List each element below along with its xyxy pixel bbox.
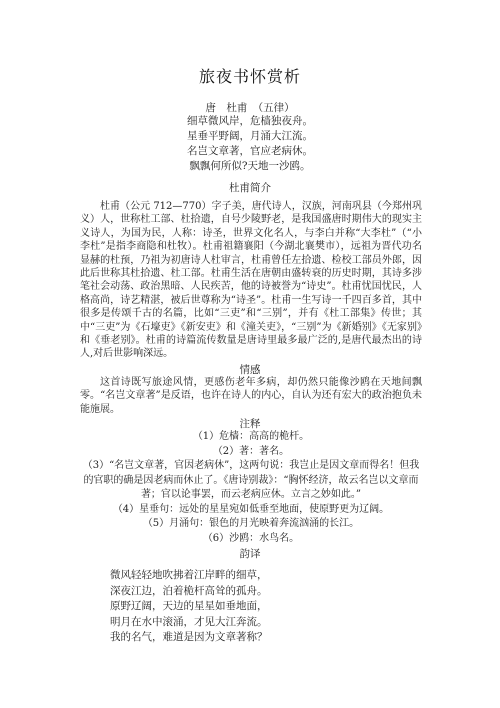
intro-paragraph: 杜甫（公元 712—770）字子美，唐代诗人，汉族，河南巩县（今郑州巩义）人，世称杜工部、杜拾遗，自号少陵野老，是我国盛唐时期伟大的现实主义诗人，为国为民，人称：诗圣，世界文化名人，与李白并称“大李杜”（“小李杜”是指李商隐和杜牧）。杜甫祖籍襄阳（今湖北襄樊市），远祖为晋代功名显赫的杜预，乃祖为初唐诗人杜审言，杜甫曾任左拾遗、检校工部员外郎，因此后世称其杜拾遗、杜工部。杜甫生活在唐朝由盛转衰的历史时期，其诗多涉笔社会动荡、政治黑暗、人民疾苦，他的诗被誉为“诗史”。杜甫忧国忧民，人格高尚，诗艺精湛，被后世尊称为“诗圣”。杜甫一生写诗一千四百多首，其中很多是传颂千古的名篇，比如“三吏”和“三别”，并有《杜工部集》传世；其中“三吏”为《石壕吏》《新安吏》和《潼关吏》，“三别”为《新婚别》《无家别》和《垂老别》。杜甫的诗篇流传数量是唐诗里最多最广泛的,是唐代最杰出的诗人,对后世影响深远。 [80,201,422,360]
poem-body [0,114,500,174]
translation-line: 我的名气，难道是因为文章著称？ [110,631,268,643]
translation-line: 深夜江边，泊着桅杆高耸的孤舟。 [110,584,268,597]
poem-line: 飘飘何所似?天地一沙鸥。 [189,160,311,172]
note-item: （1）危樯：高高的桅杆。 [192,431,310,442]
notes-heading: 注释 [239,418,261,430]
notes-list [80,430,422,546]
translation-line: 明月在水中滚涌，才见大江奔流。 [110,615,268,628]
emotion-paragraph: 这首诗既写旅途风情，更感伤老年多病，却仍然只能像沙鸥在天地间飘零。“名岂文章著”是反语，也许在诗人的内心，自认为还有宏大的政治抱负未能施展。 [80,377,422,415]
poem-line: 细草微风岸，危樯独夜舟。 [187,115,313,127]
note-item: （3）“名岂文章著，官因老病休”，这两句说：我岂止是因文章而得名！但我的官职的确是因老病而休止了。《唐诗别裁》：“胸怀经济，故云名岂以文章而著；官以论事罢，而云老病应休。立言之妙如此。” [82,460,420,500]
translation-line: 原野辽阔，天边的星星如垂地面， [110,600,268,612]
translation-body [110,568,410,646]
note-item: （5）月涌句：银色的月光映着奔流汹涌的长江。 [142,518,360,529]
note-item: （4）星垂句：远处的星星宛如低垂至地面，使原野更为辽阔。 [112,503,390,515]
poem-line: 星垂平野阔，月涌大江流。 [187,130,313,142]
translation-line: 微风轻轻地吹拂着江岸畔的细草， [110,569,268,581]
poem-line: 名岂文章著，官应老病休。 [187,145,313,157]
emotion-heading: 情感 [239,364,261,376]
note-item: （6）沙鸥：水鸟名。 [202,532,300,544]
poem-author: 唐 杜甫 （五律） [205,102,295,114]
note-item: （2）著：著名。 [212,445,290,457]
intro-heading: 杜甫简介 [229,182,271,194]
translation-heading: 韵译 [239,548,261,560]
document-title: 旅夜书怀赏析 [198,67,301,86]
